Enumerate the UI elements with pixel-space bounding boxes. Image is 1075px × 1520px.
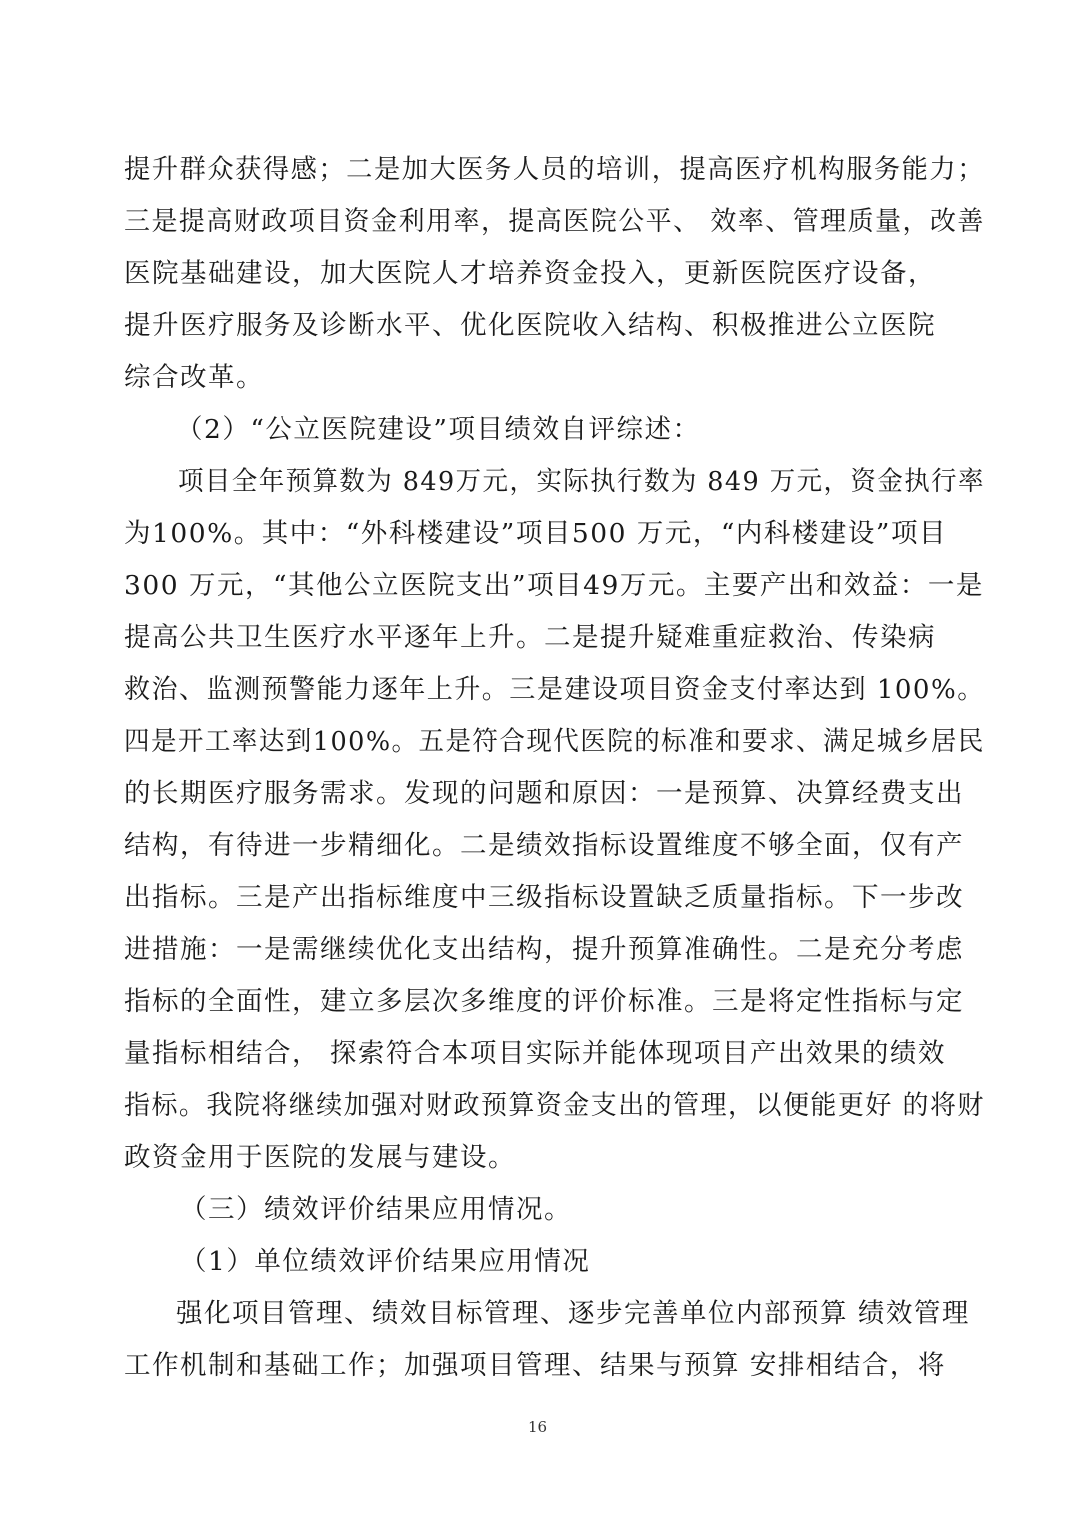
body-text-line: 的长期医疗服务需求。发现的问题和原因：一是预算、决算经费支出 bbox=[124, 778, 964, 809]
body-text-line: 结构，有待进一步精细化。二是绩效指标设置维度不够全面，仅有产 bbox=[124, 830, 964, 861]
body-text-line: 四是开工率达到100%。五是符合现代医院的标准和要求、满足城乡居民 bbox=[124, 726, 985, 757]
body-text-line: 指标。我院将继续加强对财政预算资金支出的管理，以便能更好 的将财 bbox=[124, 1090, 985, 1121]
body-text-line: 强化项目管理、绩效目标管理、逐步完善单位内部预算 绩效管理 bbox=[176, 1298, 970, 1329]
body-text-line: 提高公共卫生医疗水平逐年上升。二是提升疑难重症救治、传染病 bbox=[124, 622, 936, 653]
body-text-line: 量指标相结合， 探索符合本项目实际并能体现项目产出效果的绩效 bbox=[124, 1038, 946, 1069]
body-text-line: 提升群众获得感；二是加大医务人员的培训，提高医疗机构服务能力； bbox=[124, 154, 985, 185]
body-text-line: 提升医疗服务及诊断水平、优化医院收入结构、积极推进公立医院 bbox=[124, 310, 936, 341]
page-number: 16 bbox=[527, 1418, 548, 1436]
body-text-line: 指标的全面性，建立多层次多维度的评价标准。三是将定性指标与定 bbox=[124, 986, 964, 1017]
body-text-line: 三是提高财政项目资金利用率，提高医院公平、 效率、管理质量，改善 bbox=[124, 206, 985, 237]
body-text-line: 政资金用于医院的发展与建设。 bbox=[124, 1142, 516, 1173]
body-text-line: 300 万元，“其他公立医院支出”项目49万元。主要产出和效益：一是 bbox=[124, 570, 984, 601]
section-heading: （2）“公立医院建设”项目绩效自评综述： bbox=[176, 414, 701, 445]
section-heading: （三）绩效评价结果应用情况。 bbox=[180, 1194, 572, 1225]
body-text-line: 综合改革。 bbox=[124, 362, 264, 393]
body-text-line: 出指标。三是产出指标维度中三级指标设置缺乏质量指标。下一步改 bbox=[124, 882, 964, 913]
body-text-line: 医院基础建设，加大医院人才培养资金投入，更新医院医疗设备， bbox=[124, 258, 936, 289]
body-text-line: 项目全年预算数为 849万元，实际执行数为 849 万元，资金执行率 bbox=[178, 466, 985, 497]
subsection-heading: （1）单位绩效评价结果应用情况 bbox=[180, 1246, 591, 1277]
body-text-line: 进措施：一是需继续优化支出结构，提升预算准确性。二是充分考虑 bbox=[124, 934, 964, 965]
body-text-line: 为100%。其中：“外科楼建设”项目500 万元，“内科楼建设”项目 bbox=[124, 518, 947, 549]
body-text-line: 工作机制和基础工作；加强项目管理、结果与预算 安排相结合，将 bbox=[124, 1350, 946, 1381]
body-text-line: 救治、监测预警能力逐年上升。三是建设项目资金支付率达到 100%。 bbox=[124, 674, 985, 705]
